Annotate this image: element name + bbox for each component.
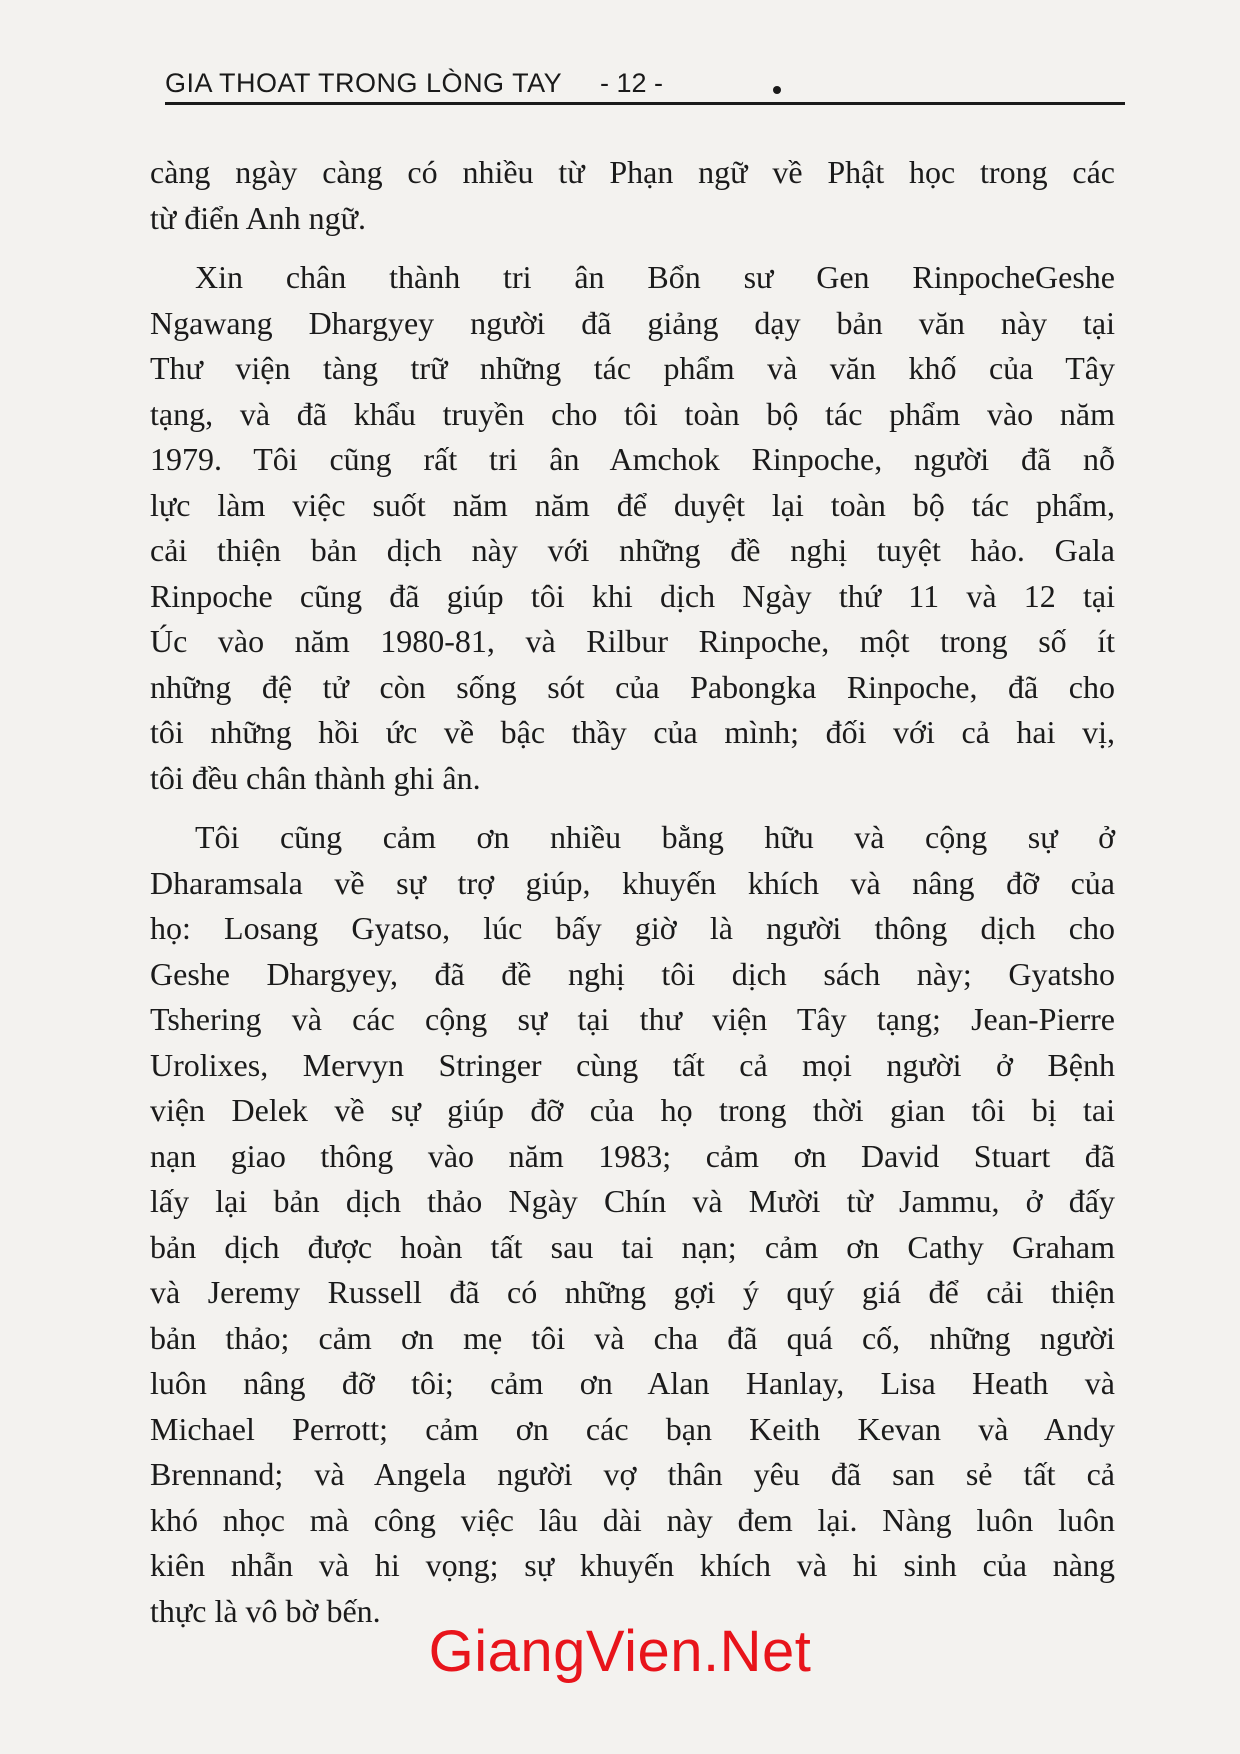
paragraph-1	[150, 150, 1115, 241]
paragraph-2	[150, 255, 1115, 801]
text-line: khó nhọc mà công việc lâu dài này đem lại. Nàng luôn luôn	[150, 1501, 1115, 1538]
paragraph-gap	[150, 801, 1115, 815]
watermark-text: GiangVien.Net	[428, 1619, 812, 1684]
text-line: Xin chân thành tri ân Bổn sư Gen RinpocheGeshe	[195, 259, 1115, 295]
paragraph-3	[150, 815, 1115, 1634]
text-line: Tshering và các cộng sự tại thư viện Tây tạng; Jean-Pierre	[150, 1001, 1115, 1037]
text-line: càng ngày càng có nhiều từ Phạn ngữ về Phật học trong các	[150, 154, 1115, 190]
body-text	[150, 150, 1115, 1634]
text-line: viện Delek về sự giúp đỡ của họ trong thời gian tôi bị tai	[150, 1092, 1115, 1128]
text-line: nạn giao thông vào năm 1983; cảm ơn David Stuart đã	[150, 1137, 1115, 1174]
text-line: Geshe Dhargyey, đã đề nghị tôi dịch sách này; Gyatsho	[150, 955, 1115, 992]
text-line: cải thiện bản dịch này với những đề nghị tuyệt hảo. Gala	[150, 532, 1115, 568]
text-line: Dharamsala về sự trợ giúp, khuyến khích và nâng đỡ của	[150, 864, 1115, 901]
paragraph-gap	[150, 241, 1115, 255]
text-line: Ngawang Dhargyey người đã giảng dạy bản văn này tại	[150, 304, 1115, 341]
text-line: từ điển Anh ngữ.	[150, 199, 367, 236]
running-header-title: GIA THOAT TRONG LÒNG TAY	[165, 68, 563, 98]
text-line: Urolixes, Mervyn Stringer cùng tất cả mọi người ở Bệnh	[150, 1046, 1115, 1083]
text-line: những đệ tử còn sống sót của Pabongka Rinpoche, đã cho	[150, 668, 1115, 705]
running-header	[165, 62, 1125, 110]
text-line: họ: Losang Gyatso, lúc bấy giờ là người thông dịch cho	[150, 910, 1115, 946]
text-line: bản thảo; cảm ơn mẹ tôi và cha đã quá cố, những người	[150, 1319, 1115, 1356]
text-line: Brennand; và Angela người vợ thân yêu đã san sẻ tất cả	[150, 1456, 1115, 1492]
text-line: tạng, và đã khẩu truyền cho tôi toàn bộ tác phẩm vào năm	[150, 395, 1115, 432]
text-line: Úc vào năm 1980-81, và Rilbur Rinpoche, một trong số ít	[150, 623, 1115, 659]
text-line: 1979. Tôi cũng rất tri ân Amchok Rinpoche, người đã nỗ	[150, 441, 1115, 477]
text-line: tôi đều chân thành ghi ân.	[150, 759, 481, 796]
text-line: tôi những hồi ức về bậc thầy của mình; đối với cả hai vị,	[150, 714, 1115, 750]
text-line: bản dịch được hoàn tất sau tai nạn; cảm ơn Cathy Graham	[150, 1228, 1115, 1265]
header-rule	[165, 102, 1125, 105]
text-line: và Jeremy Russell đã có những gợi ý quý giá để cải thiện	[150, 1274, 1115, 1310]
text-line: Rinpoche cũng đã giúp tôi khi dịch Ngày thứ 11 và 12 tại	[150, 577, 1115, 614]
text-line: lấy lại bản dịch thảo Ngày Chín và Mười từ Jammu, ở đấy	[150, 1183, 1115, 1219]
text-line: kiên nhẫn và hi vọng; sự khuyến khích và hi sinh của nàng	[150, 1547, 1115, 1583]
text-line: Thư viện tàng trữ những tác phẩm và văn khố của Tây	[150, 350, 1115, 386]
text-line: luôn nâng đỡ tôi; cảm ơn Alan Hanlay, Lisa Heath và	[150, 1365, 1115, 1401]
text-line: Tôi cũng cảm ơn nhiều bằng hữu và cộng sự ở	[195, 819, 1115, 855]
text-line: lực làm việc suốt năm năm để duyệt lại toàn bộ tác phẩm,	[150, 486, 1115, 523]
text-line: thực là vô bờ bến.	[150, 1592, 381, 1629]
header-dot-mark	[773, 86, 781, 94]
text-line: Michael Perrott; cảm ơn các bạn Keith Kevan và Andy	[150, 1410, 1115, 1447]
page-number: - 12 -	[600, 68, 664, 98]
